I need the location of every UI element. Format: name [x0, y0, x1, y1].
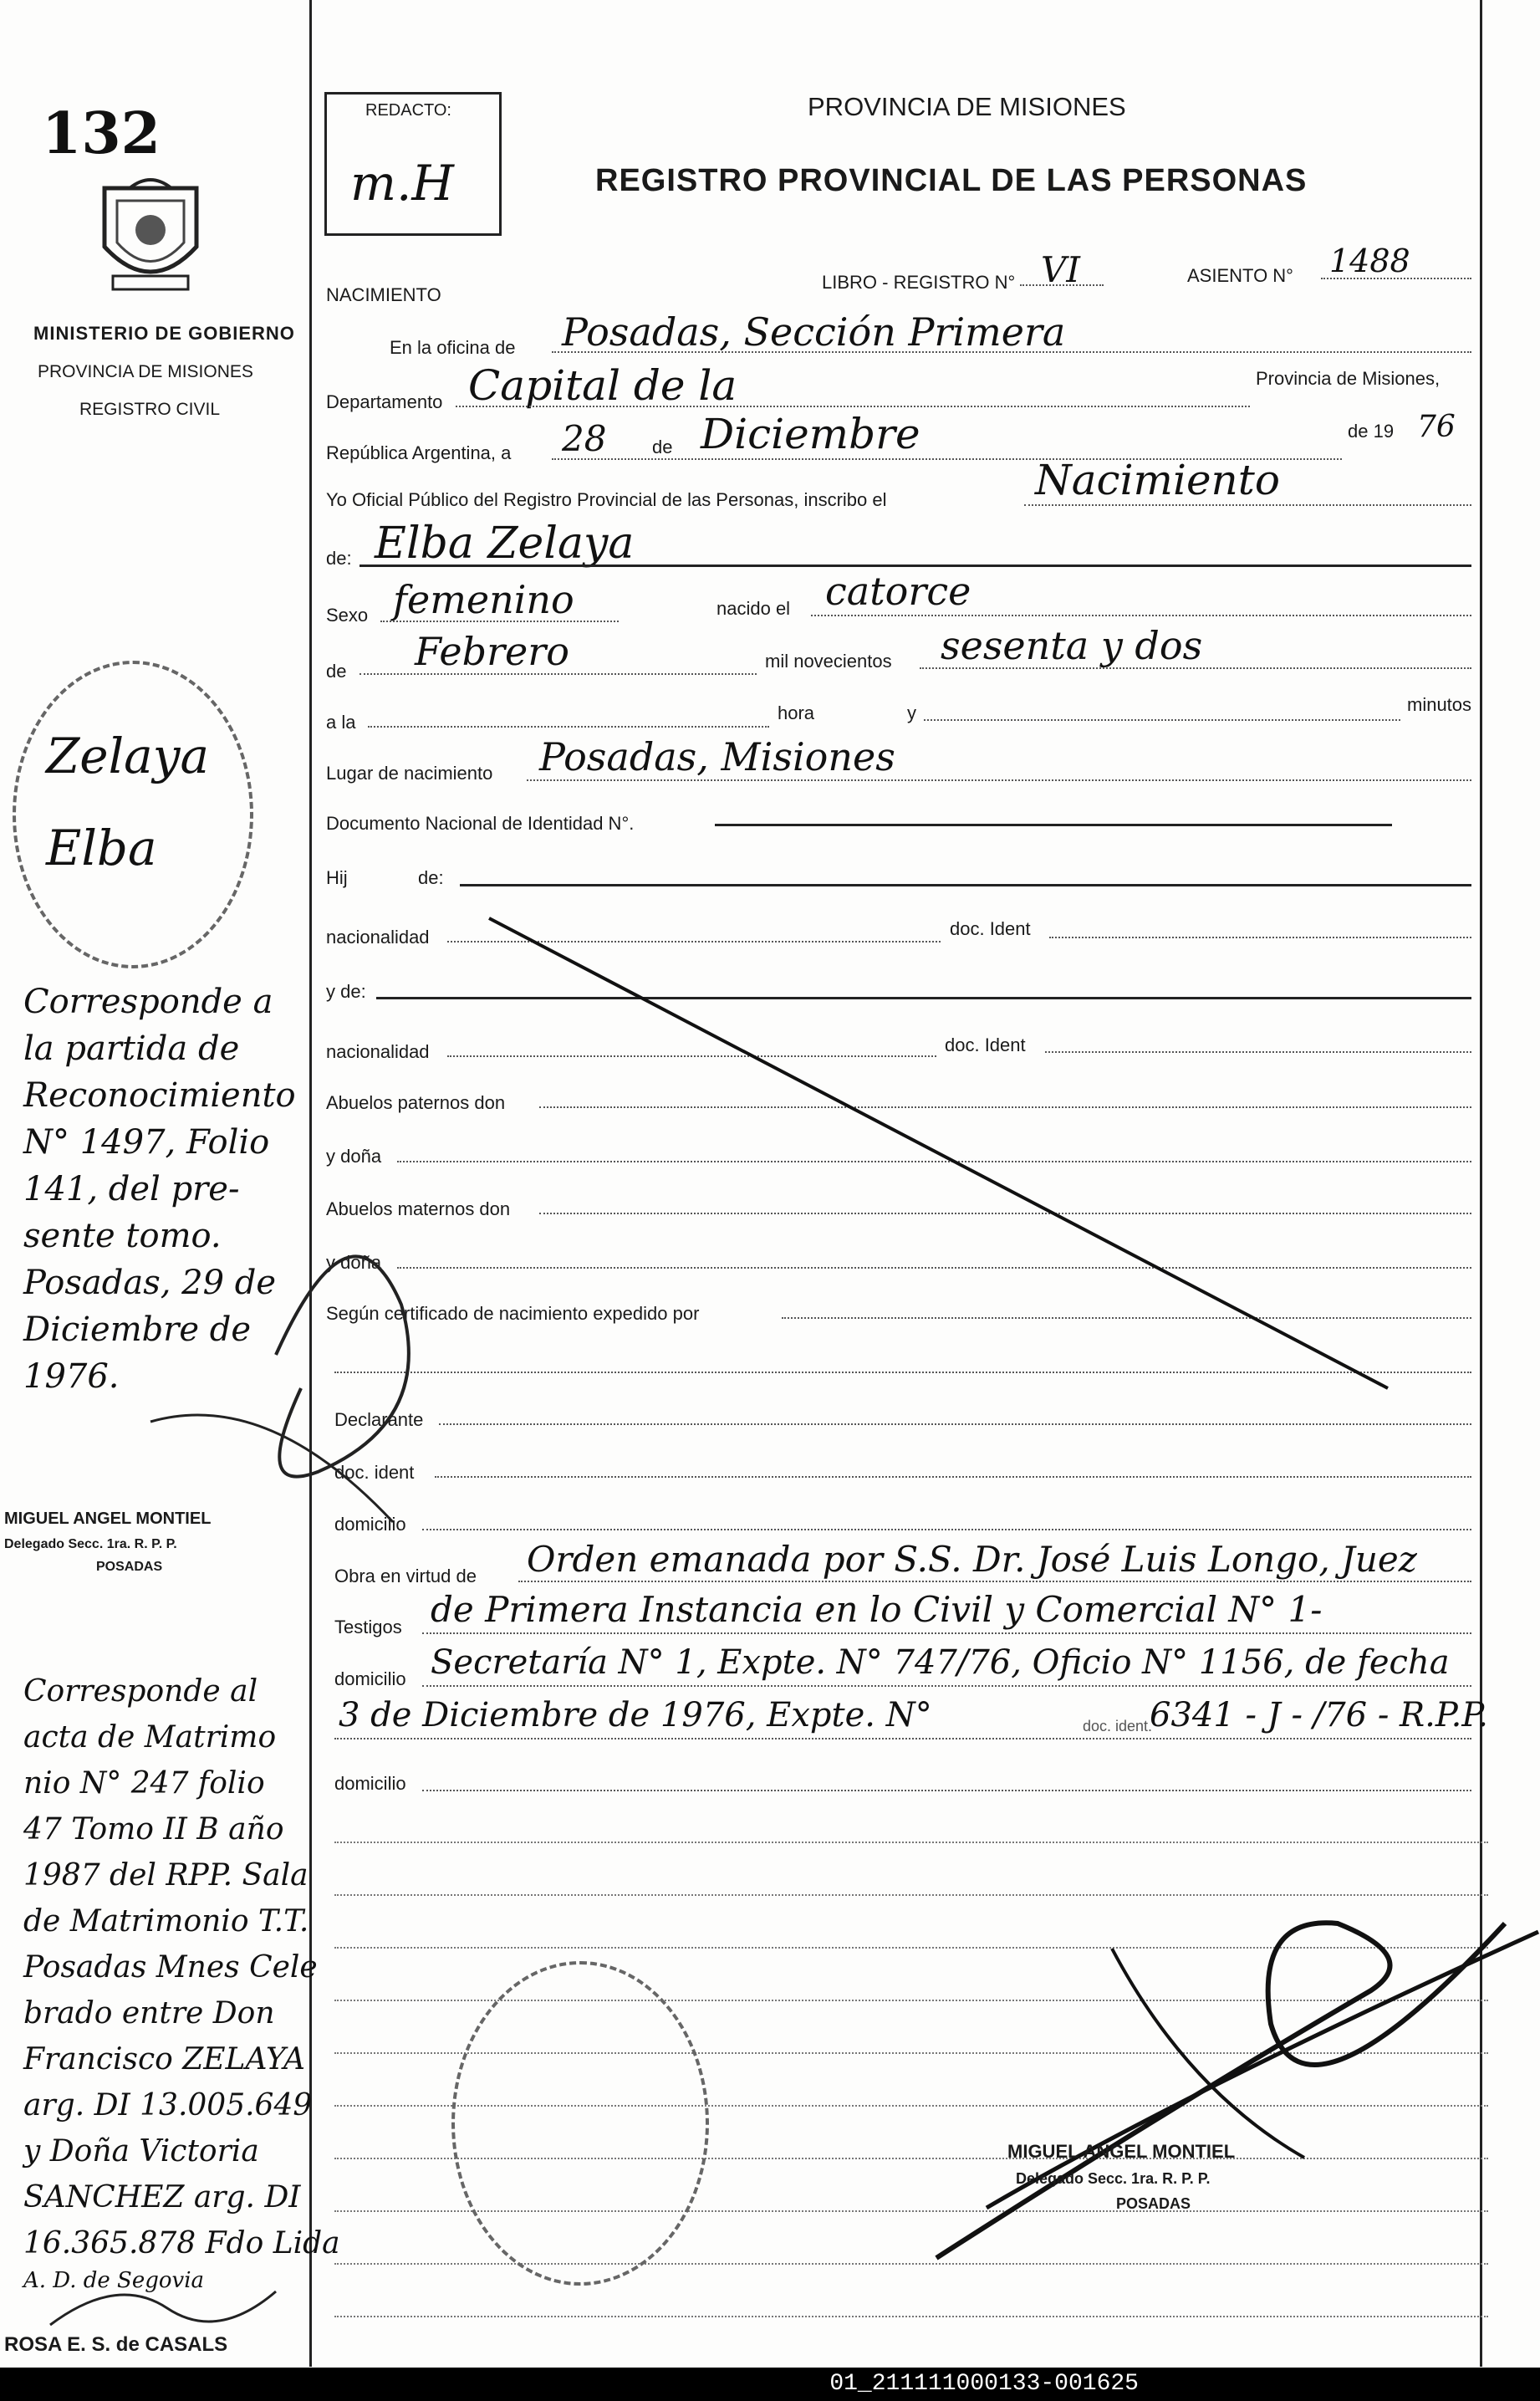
birth-de-label: de: [326, 661, 347, 682]
a-la-label: a la: [326, 712, 356, 733]
testigos-value: de Primera Instancia en lo Civil y Comercial N° 1-: [431, 1589, 1323, 1630]
date-de-label: de: [652, 437, 673, 457]
province-name: PROVINCIA DE MISIONES: [38, 362, 253, 381]
order-line-4-end: 6341 - J - /76 - R.P.P.: [1150, 1696, 1488, 1734]
republica-label: República Argentina, a: [326, 442, 512, 463]
lugar-label: Lugar de nacimiento: [326, 763, 493, 784]
declarante-doc-ident-label: doc. ident: [334, 1462, 415, 1483]
child-name: Elba Zelaya: [375, 519, 635, 569]
page-number: 132: [42, 100, 161, 167]
testigos-label: Testigos: [334, 1617, 402, 1637]
segun-label: Según certificado de nacimiento expedido por: [326, 1303, 700, 1324]
document-id-footer: 01_211111000133-001625: [0, 2368, 1540, 2401]
left-stamp-city: POSADAS: [96, 1560, 163, 1574]
domicilio-3-label: domicilio: [334, 1773, 406, 1794]
redacto-initials: m.H: [350, 155, 455, 212]
abuelos-maternos-label: Abuelos maternos don: [326, 1198, 511, 1219]
libro-label: LIBRO - REGISTRO N°: [822, 272, 1016, 293]
libro-value: VI: [1041, 249, 1080, 290]
right-stamp-city: POSADAS: [1116, 2195, 1191, 2212]
registry-heading: REGISTRO PROVINCIAL DE LAS PERSONAS: [595, 163, 1308, 198]
name-de-label: de:: [326, 548, 352, 569]
mil-value: sesenta y dos: [941, 623, 1203, 668]
date-day: 28: [562, 418, 607, 459]
left-stamp-title: Delegado Secc. 1ra. R. P. P.: [4, 1537, 177, 1551]
declarante-label: Declarante: [334, 1409, 424, 1430]
margin-surname: Zelaya: [46, 728, 210, 784]
record-type-label: NACIMIENTO: [326, 284, 441, 305]
date-month: Diciembre: [701, 410, 920, 458]
y-dona-1-label: y doña: [326, 1146, 382, 1167]
lugar-value: Posadas, Misiones: [539, 734, 895, 779]
nacido-value: catorce: [825, 569, 971, 614]
abuelos-paternos-label: Abuelos paternos don: [326, 1092, 506, 1113]
dni-label: Documento Nacional de Identidad N°.: [326, 813, 635, 834]
minutos-label: minutos: [1407, 694, 1472, 715]
asiento-label: ASIENTO N°: [1187, 265, 1293, 286]
civil-registry-name: REGISTRO CIVIL: [79, 400, 221, 419]
obra-label: Obra en virtud de: [334, 1566, 477, 1586]
margin-given-name: Elba: [46, 820, 157, 876]
ministry-title: MINISTERIO DE GOBIERNO: [33, 323, 295, 344]
nacido-label: nacido el: [716, 598, 791, 619]
nacionalidad-1-label: nacionalidad: [326, 927, 430, 948]
oficial-value: Nacimiento: [1035, 456, 1280, 504]
order-line-4-doc-ident: doc. ident.: [1083, 1718, 1153, 1734]
declarante-domicilio-label: domicilio: [334, 1514, 406, 1535]
margin-note-marriage: Corresponde al acta de Matrimo nio N° 247 folio 47 Tomo II B año 1987 del RPP. Sala de Matrimonio T.T. Posadas Mnes Cele brado entre Don Francisco ZELAYA arg. DI 13.005.649 y Doña Victoria SANCHEZ arg. DI 16.365.878 Fdo Lida A. D. de Segovia: [23, 1674, 340, 2293]
doc-ident-2-label: doc. Ident: [945, 1034, 1026, 1055]
y-label: y: [907, 702, 916, 723]
hora-label: hora: [778, 702, 815, 723]
year-label: de 19: [1348, 421, 1395, 442]
left-circular-seal: [13, 661, 253, 968]
right-stamp-name: MIGUEL ANGEL MONTIEL: [1007, 2141, 1236, 2162]
departamento-label: Departamento: [326, 391, 443, 412]
province-heading: PROVINCIA DE MISIONES: [808, 92, 1126, 121]
hij-de-label: de:: [418, 867, 444, 888]
domicilio-2-label: domicilio: [334, 1668, 406, 1689]
y-dona-2-label: y doña: [326, 1252, 382, 1273]
redacto-label: REDACTO:: [365, 101, 451, 120]
bottom-circular-seal: [451, 1961, 709, 2286]
obra-value: Orden emanada por S.S. Dr. José Luis Longo, Juez: [527, 1539, 1417, 1580]
provincia-label: Provincia de Misiones,: [1256, 368, 1441, 389]
domicilio-2-value: Secretaría N° 1, Expte. N° 747/76, Oficio N° 1156, de fecha: [431, 1643, 1450, 1682]
left-stamp-name: MIGUEL ANGEL MONTIEL: [4, 1510, 212, 1528]
mil-label: mil novecientos: [765, 651, 892, 672]
sexo-value: femenino: [393, 577, 574, 622]
oficina-label: En la oficina de: [390, 337, 516, 358]
right-stamp-title: Delegado Secc. 1ra. R. P. P.: [1016, 2170, 1211, 2187]
year-value: 76: [1417, 410, 1456, 444]
departamento-value: Capital de la: [468, 361, 737, 410]
oficial-label: Yo Oficial Público del Registro Provincial de las Personas, inscribo el: [326, 489, 887, 510]
asiento-value: 1488: [1329, 243, 1410, 279]
nacionalidad-2-label: nacionalidad: [326, 1041, 430, 1062]
sexo-label: Sexo: [326, 605, 369, 626]
hij-label: Hij: [326, 867, 348, 888]
birth-month: Febrero: [415, 629, 569, 674]
y-de-label: y de:: [326, 981, 366, 1002]
margin-note-recognition: Corresponde a la partida de Reconocimiento N° 1497, Folio 141, del pre- sente tomo. Posadas, 29 de Diciembre de 1976.: [23, 983, 296, 1396]
order-line-4-start: 3 de Diciembre de 1976, Expte. N°: [339, 1696, 932, 1734]
bottom-left-stamp-name: ROSA E. S. de CASALS: [4, 2333, 228, 2356]
doc-ident-1-label: doc. Ident: [950, 918, 1031, 939]
oficina-value: Posadas, Sección Primera: [562, 309, 1066, 355]
